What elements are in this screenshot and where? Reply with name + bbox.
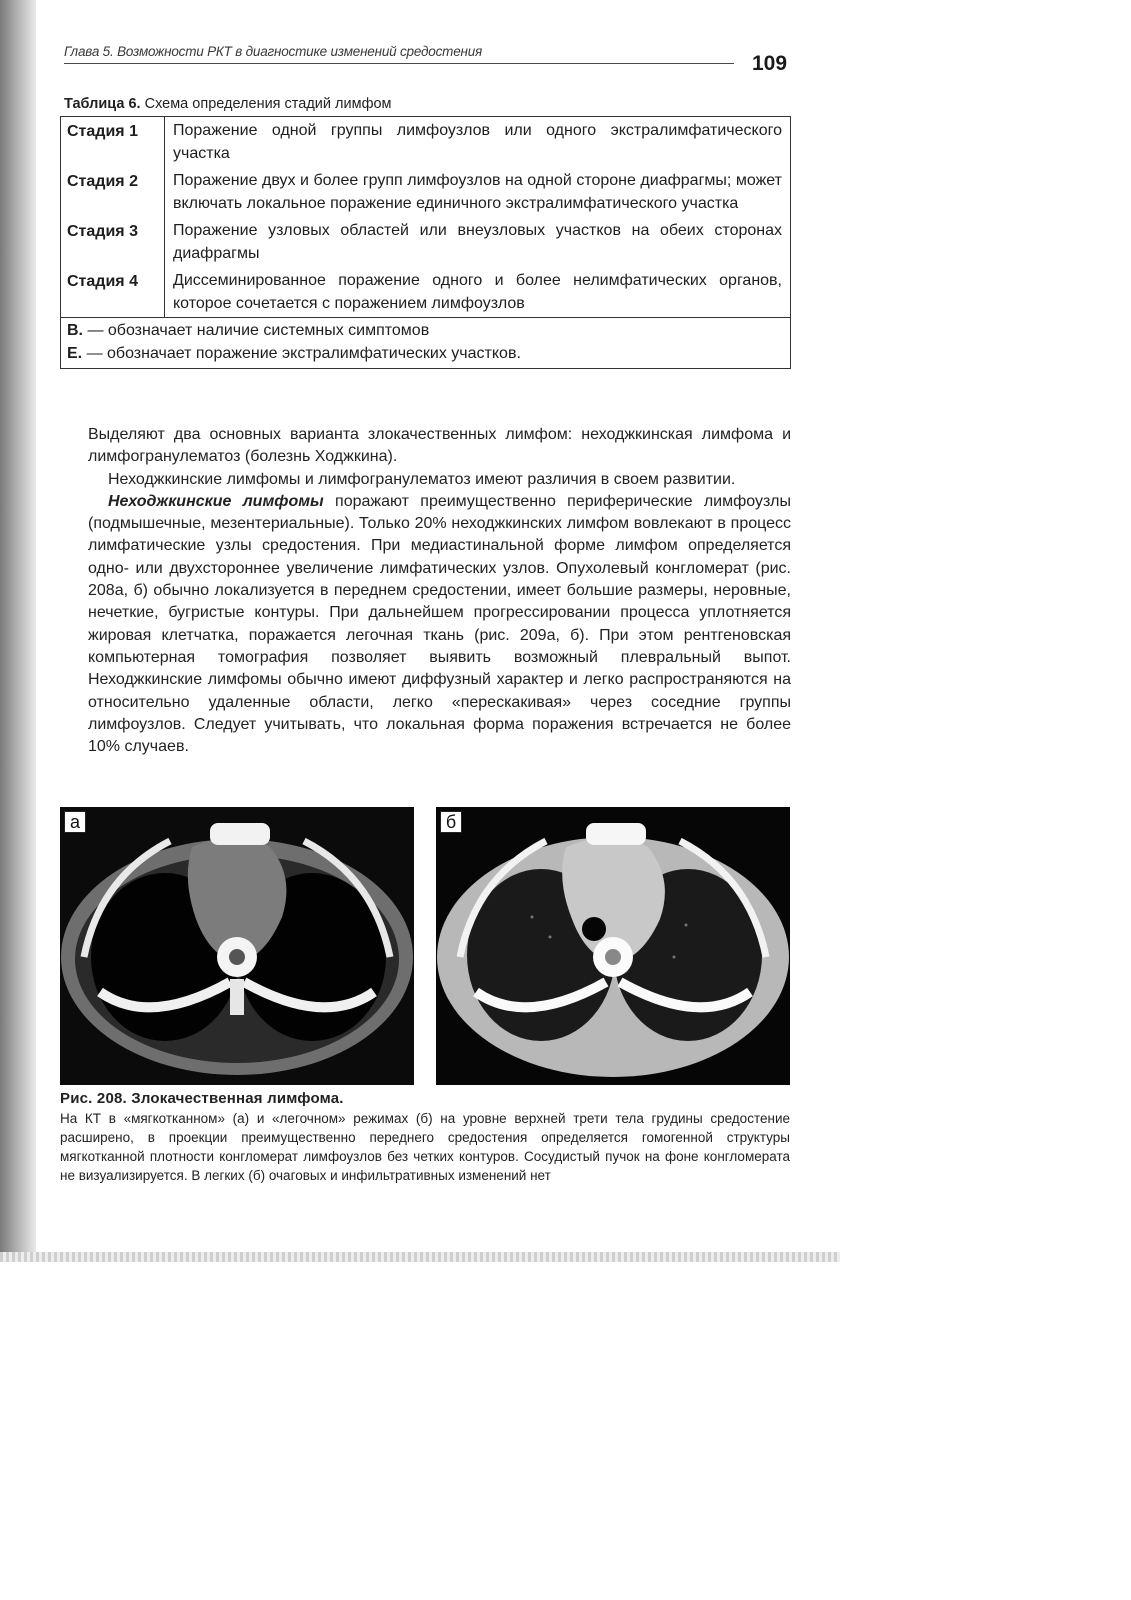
stage-name: Стадия 3 (61, 217, 165, 267)
paragraph-text: поражают преимущественно периферические лимфоузлы (подмышечные, мезентериальные). Только 20% неходжкинских лимфом вовлекают в процесс лимфатические узлы средостения. При медиастинальной форме лимфом определяется одно- или двухстороннее увеличение лимфатических узлов. Опухолевый конгломерат (рис. 208а, б) обычно локализуется в переднем средостении, имеет большие размеры, неровные, нечеткие, бугристые контуры. При дальнейшем прогрессировании процесса уплотняется жировая клетчатка, поражается легочная ткань (рис. 209а, б). При этом рентгеновская компьютерная томография позволяет выявить возможный плевральный выпот. Неходжкинские лимфомы обычно имеют диффузный характер и легко распространяются на относительно удаленные области, легко «перескакивая» через соседние группы лимфоузлов. Следует учитывать, что локальная форма поражения встречается не более 10% случаев. (88, 492, 791, 756)
scan-shadow-edge (0, 0, 36, 1252)
paragraph: Неходжкинские лимфомы и лимфогранулематоз имеют различия в своем развитии. (108, 470, 736, 488)
running-header: Глава 5. Возможности РКТ в диагностике изменений средостения (64, 44, 734, 64)
stage-name: Стадия 2 (61, 167, 165, 217)
table-row (61, 117, 790, 167)
note-text: — обозначает поражение экстралимфатических участков. (82, 344, 521, 362)
note-key: В. (67, 322, 83, 339)
paragraph-lead-term: Неходжкинские лимфомы (108, 492, 324, 510)
table-caption-text: Схема определения стадий лимфом (140, 96, 392, 112)
stage-name: Стадия 4 (61, 267, 165, 317)
figure-title: Рис. 208. Злокачественная лимфома. (60, 1090, 344, 1107)
table-row (61, 167, 790, 217)
stage-description: Поражение двух и более групп лимфоузлов на одной стороне диафрагмы; может включать локальное поражение единичного экстралимфатического участка (173, 172, 782, 212)
table-row (61, 217, 790, 267)
figure-caption (60, 1090, 790, 1185)
note-text: — обозначает наличие системных симптомов (83, 322, 430, 339)
panel-label-a: а (64, 811, 86, 833)
stage-name: Стадия 1 (61, 117, 165, 167)
table-row (61, 267, 790, 317)
paragraph: Выделяют два основных варианта злокачественных лимфом: неходжкинская лимфома и лимфогранулематоз (болезнь Ходжкина). (88, 426, 791, 466)
figure-caption-text: На КТ в «мягкотканном» (а) и «легочном» режимах (б) на уровне верхней трети тела грудины средостение расширено, в проекции преимущественно переднего средостения определяется гомогенной структуры мягкотканной плотности конгломерат лимфоузлов без четких контуров. Сосудистый пучок на фоне конгломерата не визуализируется. В легких (б) очаговых и инфильтративных изменений нет (60, 1111, 790, 1183)
ct-image-soft-tissue (60, 807, 414, 1085)
stage-description: Диссеминированное поражение одного и более нелимфатических органов, которое сочетается с поражением лимфоузлов (173, 272, 782, 312)
lymphoma-stages-table (60, 116, 791, 369)
note-key: Е. (67, 344, 83, 362)
ct-image-lung-window (436, 807, 790, 1085)
ct-scan-a-graphic (60, 807, 414, 1085)
table-caption-label: Таблица 6. (64, 96, 141, 112)
page-number: 109 (752, 52, 788, 75)
table-note (67, 320, 784, 343)
panel-label-b: б (440, 811, 462, 833)
table-note (67, 343, 784, 366)
table-caption (64, 96, 392, 112)
scan-bottom-edge (0, 1252, 840, 1262)
ct-scan-b-graphic (436, 807, 790, 1085)
body-text (88, 424, 791, 758)
stage-description: Поражение узловых областей или внеузловых участков на обеих сторонах диафрагмы (173, 222, 782, 262)
table-notes (61, 317, 790, 368)
stage-description: Поражение одной группы лимфоузлов или одного экстралимфатического участка (173, 122, 782, 162)
paragraph (88, 491, 791, 759)
